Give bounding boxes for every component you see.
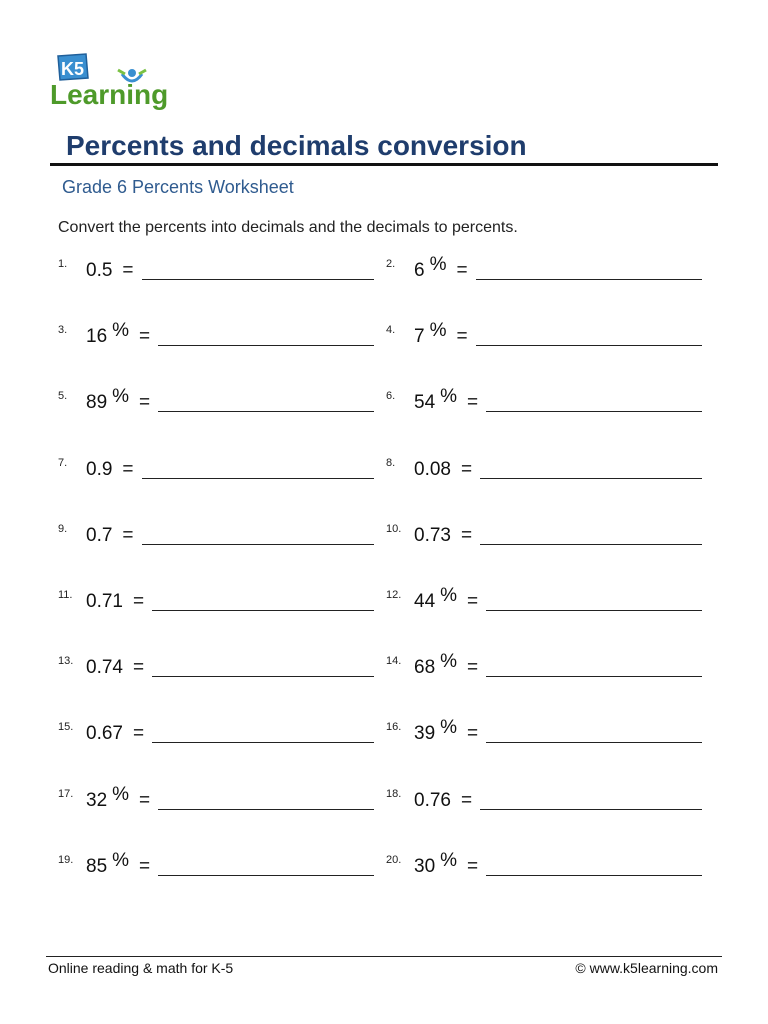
- problem-item: [58, 523, 378, 553]
- problem-expression: [414, 254, 468, 282]
- answer-blank[interactable]: [480, 478, 702, 479]
- problem-expression: [86, 525, 134, 547]
- equals-sign: =: [467, 392, 479, 414]
- problem-number: 20.: [386, 853, 402, 866]
- problem-value: 16: [86, 326, 108, 348]
- equals-sign: =: [132, 723, 145, 745]
- problem-item: [386, 254, 706, 288]
- footer-divider: [46, 956, 722, 957]
- problem-expression: [414, 525, 472, 547]
- problem-item: [58, 258, 378, 288]
- problem-expression: [414, 459, 472, 481]
- problem-value: 6: [414, 260, 425, 281]
- problem-number: 14.: [386, 655, 402, 668]
- equals-sign: =: [139, 326, 151, 348]
- answer-blank[interactable]: [486, 742, 702, 743]
- problem-item: [386, 320, 706, 354]
- percent-sign: %: [440, 651, 458, 673]
- problem-item: [58, 589, 378, 619]
- equals-sign: =: [467, 723, 479, 745]
- equals-sign: =: [122, 260, 134, 281]
- problem-number: 5.: [58, 390, 68, 403]
- problem-expression: [414, 585, 479, 613]
- problem-item: [58, 849, 378, 884]
- problem-number: 18.: [386, 787, 402, 800]
- percent-sign: %: [112, 320, 130, 342]
- equals-sign: =: [467, 855, 479, 877]
- problem-value: 0.74: [86, 657, 123, 679]
- problem-item: [386, 651, 706, 685]
- percent-sign: %: [440, 717, 458, 739]
- logo-badge-text: K5: [61, 59, 85, 79]
- equals-sign: =: [132, 657, 145, 679]
- equals-sign: =: [139, 392, 151, 414]
- problem-item: [386, 788, 706, 818]
- problem-number: 1.: [58, 258, 68, 270]
- problem-expression: [86, 386, 151, 414]
- problem-value: 0.9: [86, 458, 113, 480]
- answer-blank[interactable]: [480, 544, 702, 545]
- answer-blank[interactable]: [158, 809, 374, 810]
- equals-sign: =: [456, 326, 468, 348]
- problem-expression: [86, 260, 134, 282]
- answer-blank[interactable]: [486, 875, 702, 876]
- problem-item: [386, 457, 706, 487]
- problem-item: [386, 717, 706, 751]
- problem-number: 12.: [386, 589, 402, 601]
- problem-item: [386, 523, 706, 553]
- answer-blank[interactable]: [152, 676, 374, 677]
- percent-sign: %: [429, 254, 447, 275]
- problem-item: [58, 457, 378, 487]
- equals-sign: =: [122, 458, 134, 480]
- problem-number: 17.: [58, 787, 74, 800]
- answer-blank[interactable]: [476, 279, 702, 280]
- answer-blank[interactable]: [142, 544, 374, 545]
- answer-blank[interactable]: [152, 742, 374, 743]
- answer-blank[interactable]: [142, 478, 374, 479]
- problem-value: 89: [86, 392, 108, 414]
- answer-blank[interactable]: [142, 279, 374, 280]
- problem-value: 32: [86, 789, 108, 811]
- problem-item: [58, 783, 378, 818]
- equals-sign: =: [467, 591, 479, 612]
- page-subtitle: Grade 6 Percents Worksheet: [62, 177, 294, 197]
- problem-expression: [86, 849, 151, 878]
- problem-item: [58, 655, 378, 685]
- problem-number: 9.: [58, 522, 68, 535]
- percent-sign: %: [440, 386, 458, 408]
- equals-sign: =: [460, 789, 473, 811]
- footer-website: © www.k5learning.com: [575, 960, 718, 976]
- k5-learning-logo: [48, 52, 188, 112]
- percent-sign: %: [112, 783, 130, 805]
- problem-expression: [414, 651, 479, 679]
- problem-value: 0.5: [86, 260, 113, 281]
- problem-number: 19.: [58, 853, 74, 866]
- problem-number: 15.: [58, 721, 74, 734]
- percent-sign: %: [112, 386, 130, 408]
- answer-blank[interactable]: [158, 345, 374, 346]
- problem-value: 30: [414, 855, 436, 877]
- problem-value: 54: [414, 392, 436, 414]
- problem-number: 3.: [58, 324, 68, 337]
- problem-number: 4.: [386, 324, 396, 337]
- answer-blank[interactable]: [158, 411, 374, 412]
- equals-sign: =: [139, 855, 151, 877]
- problem-number: 2.: [386, 258, 396, 270]
- problem-expression: [86, 320, 151, 348]
- problem-item: [386, 585, 706, 619]
- problem-item: [386, 386, 706, 420]
- answer-blank[interactable]: [486, 610, 702, 611]
- problem-value: 0.08: [414, 458, 451, 480]
- problem-item: [58, 721, 378, 751]
- problem-value: 7: [414, 326, 425, 348]
- percent-sign: %: [112, 849, 130, 871]
- logo-word-text: Learning: [50, 79, 169, 110]
- problem-value: 68: [414, 657, 436, 679]
- problem-item: [58, 320, 378, 354]
- instructions: Convert the percents into decimals and the decimals to percents.: [58, 219, 518, 236]
- problem-expression: [414, 790, 472, 812]
- equals-sign: =: [132, 591, 145, 612]
- problem-expression: [86, 723, 144, 745]
- problem-expression: [414, 386, 479, 414]
- equals-sign: =: [467, 657, 479, 679]
- equals-sign: =: [456, 260, 468, 281]
- equals-sign: =: [460, 458, 473, 480]
- problem-expression: [86, 591, 144, 613]
- percent-sign: %: [429, 320, 447, 342]
- percent-sign: %: [440, 849, 458, 871]
- problem-value: 0.71: [86, 591, 123, 612]
- problem-expression: [86, 459, 134, 481]
- problem-value: 85: [86, 855, 108, 877]
- answer-blank[interactable]: [476, 345, 702, 346]
- problem-expression: [414, 320, 468, 348]
- title-underline: [50, 163, 718, 166]
- equals-sign: =: [122, 524, 134, 546]
- problem-item: [58, 386, 378, 420]
- problem-value: 39: [414, 723, 436, 745]
- problem-value: 0.7: [86, 524, 113, 546]
- problem-number: 13.: [58, 655, 74, 668]
- problem-item: [386, 849, 706, 884]
- problem-expression: [86, 783, 151, 812]
- problem-value: 44: [414, 591, 436, 612]
- answer-blank[interactable]: [486, 411, 702, 412]
- problem-expression: [86, 657, 144, 679]
- problem-value: 0.76: [414, 789, 451, 811]
- problem-expression: [414, 849, 479, 878]
- problem-number: 6.: [386, 390, 396, 403]
- answer-blank[interactable]: [486, 676, 702, 677]
- answer-blank[interactable]: [152, 610, 374, 611]
- page-title: Percents and decimals conversion: [66, 130, 527, 161]
- problem-number: 8.: [386, 456, 396, 469]
- problem-value: 0.73: [414, 524, 451, 546]
- equals-sign: =: [139, 789, 151, 811]
- problem-expression: [414, 717, 479, 745]
- problem-number: 10.: [386, 522, 402, 535]
- footer-tagline: Online reading & math for K-5: [48, 960, 234, 976]
- answer-blank[interactable]: [158, 875, 374, 876]
- answer-blank[interactable]: [480, 809, 702, 810]
- problem-number: 7.: [58, 456, 68, 469]
- problem-value: 0.67: [86, 723, 123, 745]
- problem-number: 11.: [58, 589, 73, 601]
- percent-sign: %: [440, 585, 458, 606]
- problem-number: 16.: [386, 721, 402, 734]
- equals-sign: =: [460, 524, 473, 546]
